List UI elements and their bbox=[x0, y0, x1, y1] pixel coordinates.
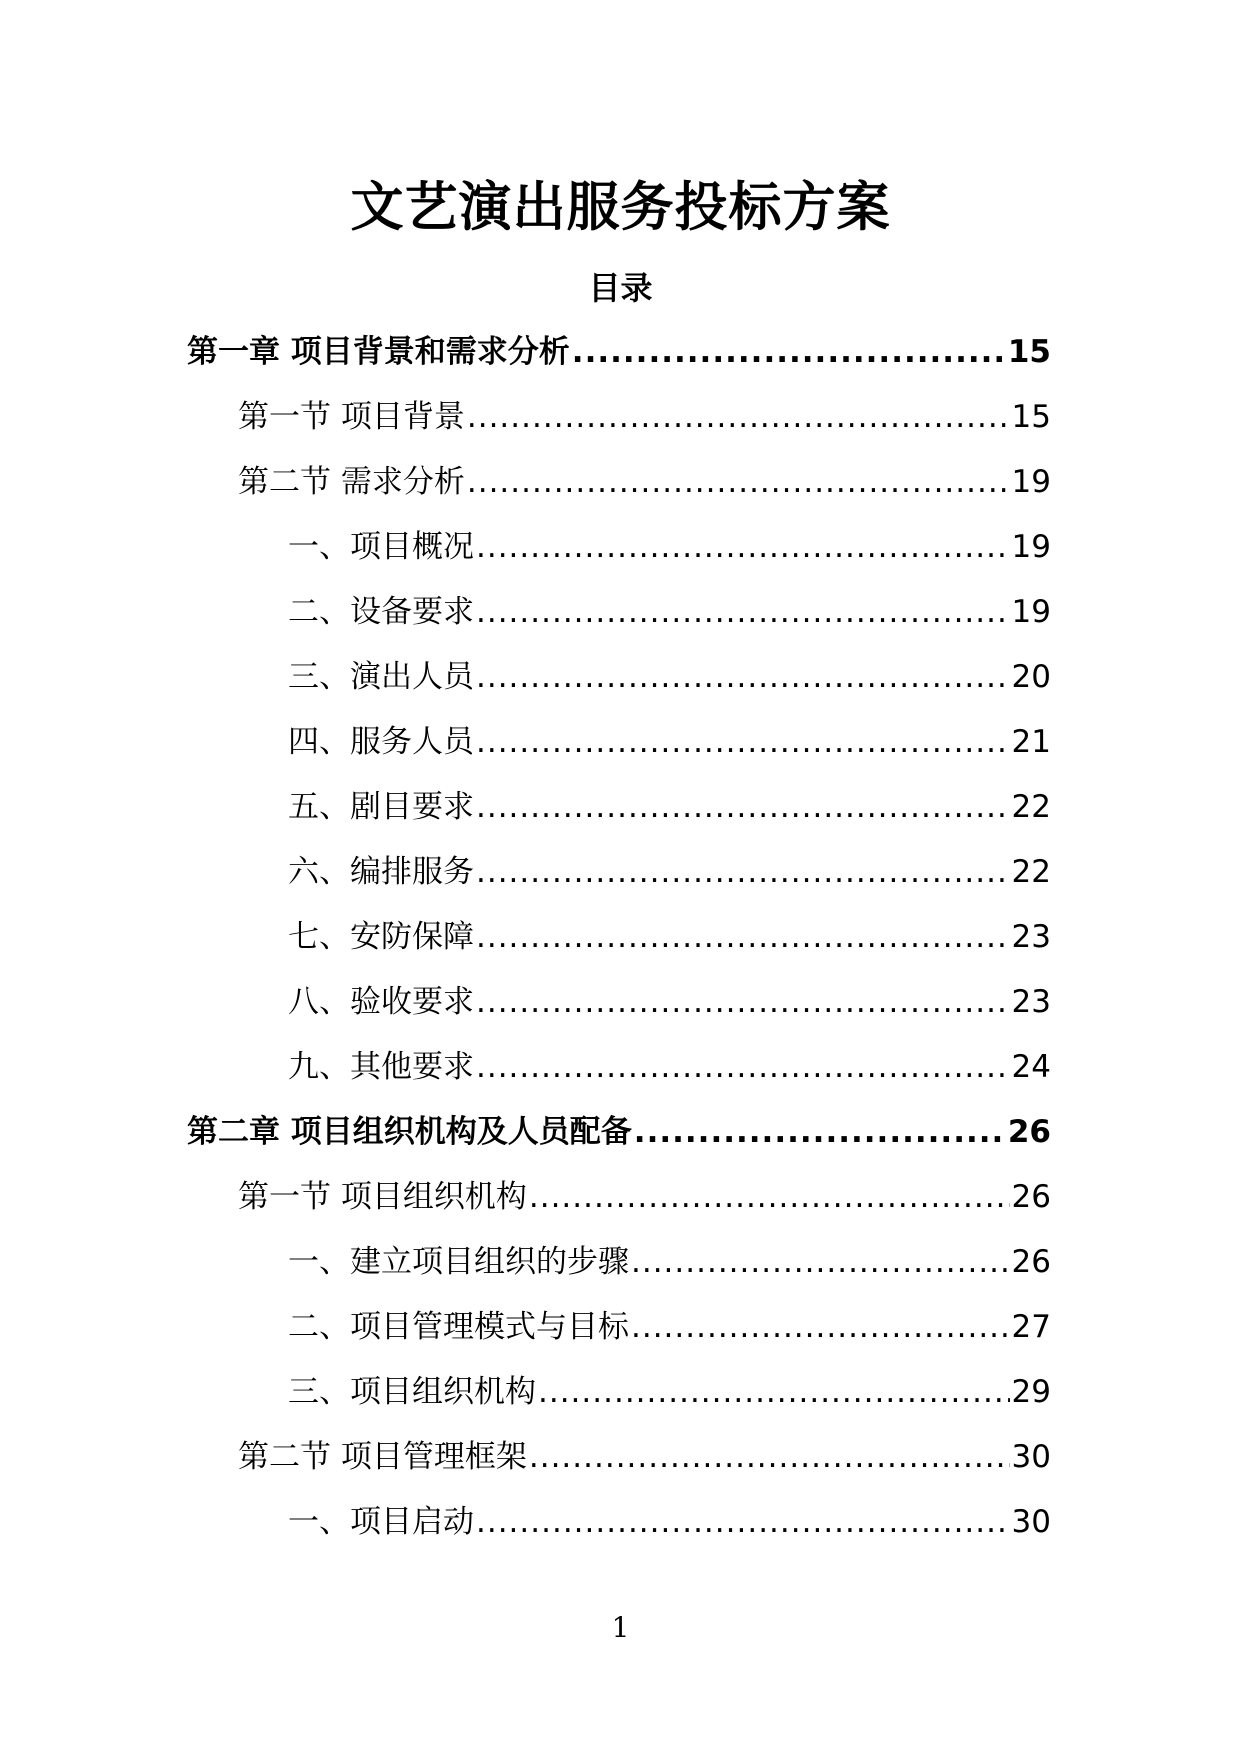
toc-entry-page: 15 bbox=[1011, 399, 1051, 435]
toc-leader-dots bbox=[476, 915, 1010, 959]
toc-entry-subsection[interactable] bbox=[288, 850, 1051, 894]
toc-entry-label: 六、编排服务 bbox=[288, 854, 474, 890]
toc-leader-dots bbox=[476, 850, 1010, 894]
toc-entry-label: 五、剧目要求 bbox=[288, 789, 474, 825]
toc-leader-dots bbox=[476, 1500, 1010, 1544]
toc-heading: 目录 bbox=[588, 269, 653, 307]
toc-entry-label: 第二节 项目管理框架 bbox=[238, 1439, 527, 1475]
toc-entry-page: 19 bbox=[1011, 529, 1051, 565]
toc-entry-page: 22 bbox=[1011, 789, 1051, 825]
toc-leader-dots bbox=[476, 720, 1010, 764]
toc-entry-page: 26 bbox=[1011, 1244, 1051, 1280]
toc-leader-dots bbox=[476, 785, 1010, 829]
toc-entry-page: 30 bbox=[1011, 1439, 1051, 1475]
toc-entry-subsection[interactable] bbox=[288, 1045, 1051, 1089]
toc-entry-page: 26 bbox=[1011, 1179, 1051, 1215]
toc-entry-subsection[interactable] bbox=[288, 590, 1051, 634]
toc-entry-chapter[interactable] bbox=[187, 1110, 1051, 1154]
page-number: 1 bbox=[611, 1611, 630, 1644]
toc-entry-label: 一、项目启动 bbox=[288, 1504, 474, 1540]
toc-entry-label: 一、建立项目组织的步骤 bbox=[288, 1244, 629, 1280]
toc-entry-page: 23 bbox=[1011, 919, 1051, 955]
toc-leader-dots bbox=[529, 1175, 1010, 1219]
toc-entry-subsection[interactable] bbox=[288, 1240, 1051, 1284]
toc-leader-dots bbox=[476, 525, 1010, 569]
toc-entry-section[interactable] bbox=[238, 1175, 1051, 1219]
toc-entry-page: 22 bbox=[1011, 854, 1051, 890]
toc-entry-section[interactable] bbox=[238, 460, 1051, 504]
toc-entry-subsection[interactable] bbox=[288, 915, 1051, 959]
toc-entry-page: 21 bbox=[1011, 724, 1051, 760]
toc-leader-dots bbox=[467, 460, 1010, 504]
toc-leader-dots bbox=[631, 1305, 1010, 1349]
toc-entry-subsection[interactable] bbox=[288, 785, 1051, 829]
toc-entry-label: 三、演出人员 bbox=[288, 659, 474, 695]
toc-entry-label: 二、项目管理模式与目标 bbox=[288, 1309, 629, 1345]
toc-entry-label: 三、项目组织机构 bbox=[288, 1374, 536, 1410]
toc-entry-page: 23 bbox=[1011, 984, 1051, 1020]
toc-entry-page: 20 bbox=[1011, 659, 1051, 695]
toc-entry-label: 二、设备要求 bbox=[288, 594, 474, 630]
toc-entry-subsection[interactable] bbox=[288, 525, 1051, 569]
toc-entry-label: 九、其他要求 bbox=[288, 1049, 474, 1085]
toc-entry-page: 19 bbox=[1011, 594, 1051, 630]
toc-leader-dots bbox=[634, 1110, 1006, 1154]
toc-leader-dots bbox=[476, 1045, 1010, 1089]
toc-entry-page: 15 bbox=[1007, 334, 1051, 370]
toc-entry-page: 30 bbox=[1011, 1504, 1051, 1540]
toc-leader-dots bbox=[476, 590, 1010, 634]
toc-entry-label: 第二节 需求分析 bbox=[238, 464, 465, 500]
toc-entry-subsection[interactable] bbox=[288, 655, 1051, 699]
toc-entry-subsection[interactable] bbox=[288, 1305, 1051, 1349]
toc-entry-section[interactable] bbox=[238, 395, 1051, 439]
toc-leader-dots bbox=[476, 980, 1010, 1024]
toc-entry-page: 19 bbox=[1011, 464, 1051, 500]
toc-entry-subsection[interactable] bbox=[288, 720, 1051, 764]
toc-entry-section[interactable] bbox=[238, 1435, 1051, 1479]
toc-leader-dots bbox=[631, 1240, 1010, 1284]
toc-entry-page: 26 bbox=[1007, 1114, 1051, 1150]
toc-entry-label: 七、安防保障 bbox=[288, 919, 474, 955]
toc-entry-label: 第一节 项目背景 bbox=[238, 399, 465, 435]
toc-entry-label: 第一节 项目组织机构 bbox=[238, 1179, 527, 1215]
toc-entry-subsection[interactable] bbox=[288, 1500, 1051, 1544]
toc-entry-page: 24 bbox=[1011, 1049, 1051, 1085]
document-title: 文艺演出服务投标方案 bbox=[350, 177, 891, 238]
toc-entry-page: 27 bbox=[1011, 1309, 1051, 1345]
toc-entry-label: 第二章 项目组织机构及人员配备 bbox=[187, 1114, 632, 1150]
toc-entry-label: 第一章 项目背景和需求分析 bbox=[187, 334, 570, 370]
toc-entry-page: 29 bbox=[1011, 1374, 1051, 1410]
toc-leader-dots bbox=[572, 330, 1006, 374]
toc-entry-label: 四、服务人员 bbox=[288, 724, 474, 760]
toc-leader-dots bbox=[476, 655, 1010, 699]
toc-entry-chapter[interactable] bbox=[187, 330, 1051, 374]
toc-entry-subsection[interactable] bbox=[288, 980, 1051, 1024]
toc-leader-dots bbox=[529, 1435, 1010, 1479]
toc-entry-label: 八、验收要求 bbox=[288, 984, 474, 1020]
toc-entry-label: 一、项目概况 bbox=[288, 529, 474, 565]
toc-leader-dots bbox=[538, 1370, 1010, 1414]
toc-leader-dots bbox=[467, 395, 1010, 439]
toc-entry-subsection[interactable] bbox=[288, 1370, 1051, 1414]
